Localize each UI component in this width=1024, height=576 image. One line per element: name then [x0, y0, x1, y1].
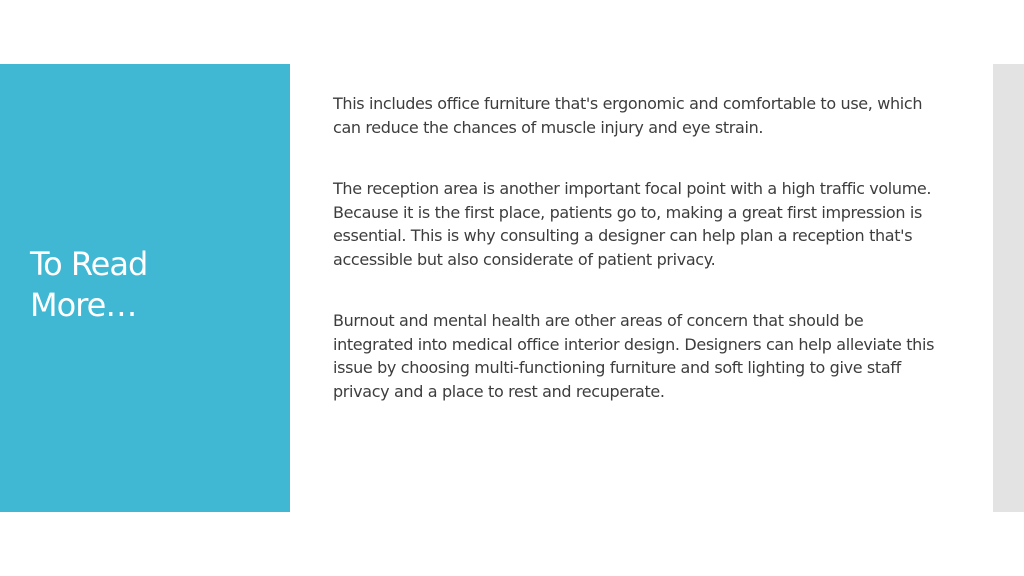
content-body [333, 92, 943, 441]
paragraph-reception-area: The reception area is another important focal point with a high traffic volume. Because it is the first place, patients go to, making a great first impression is essential. This is why consulting a designer can help plan a reception that's accessible but also considerate of patient privacy. [333, 179, 932, 269]
paragraph-burnout-mental-health: Burnout and mental health are other areas of concern that should be integrated into medical office interior design. Designers can help alleviate this issue by choosing multi-functioning furniture and soft lighting to give staff privacy and a place to rest and recuperate. [333, 311, 935, 401]
slide-title: To Read More… [30, 245, 148, 324]
paragraph-ergonomic-furniture: This includes office furniture that's ergonomic and comfortable to use, which can reduce the chances of muscle injury and eye strain. [333, 94, 923, 137]
scrollbar[interactable] [993, 64, 1024, 512]
